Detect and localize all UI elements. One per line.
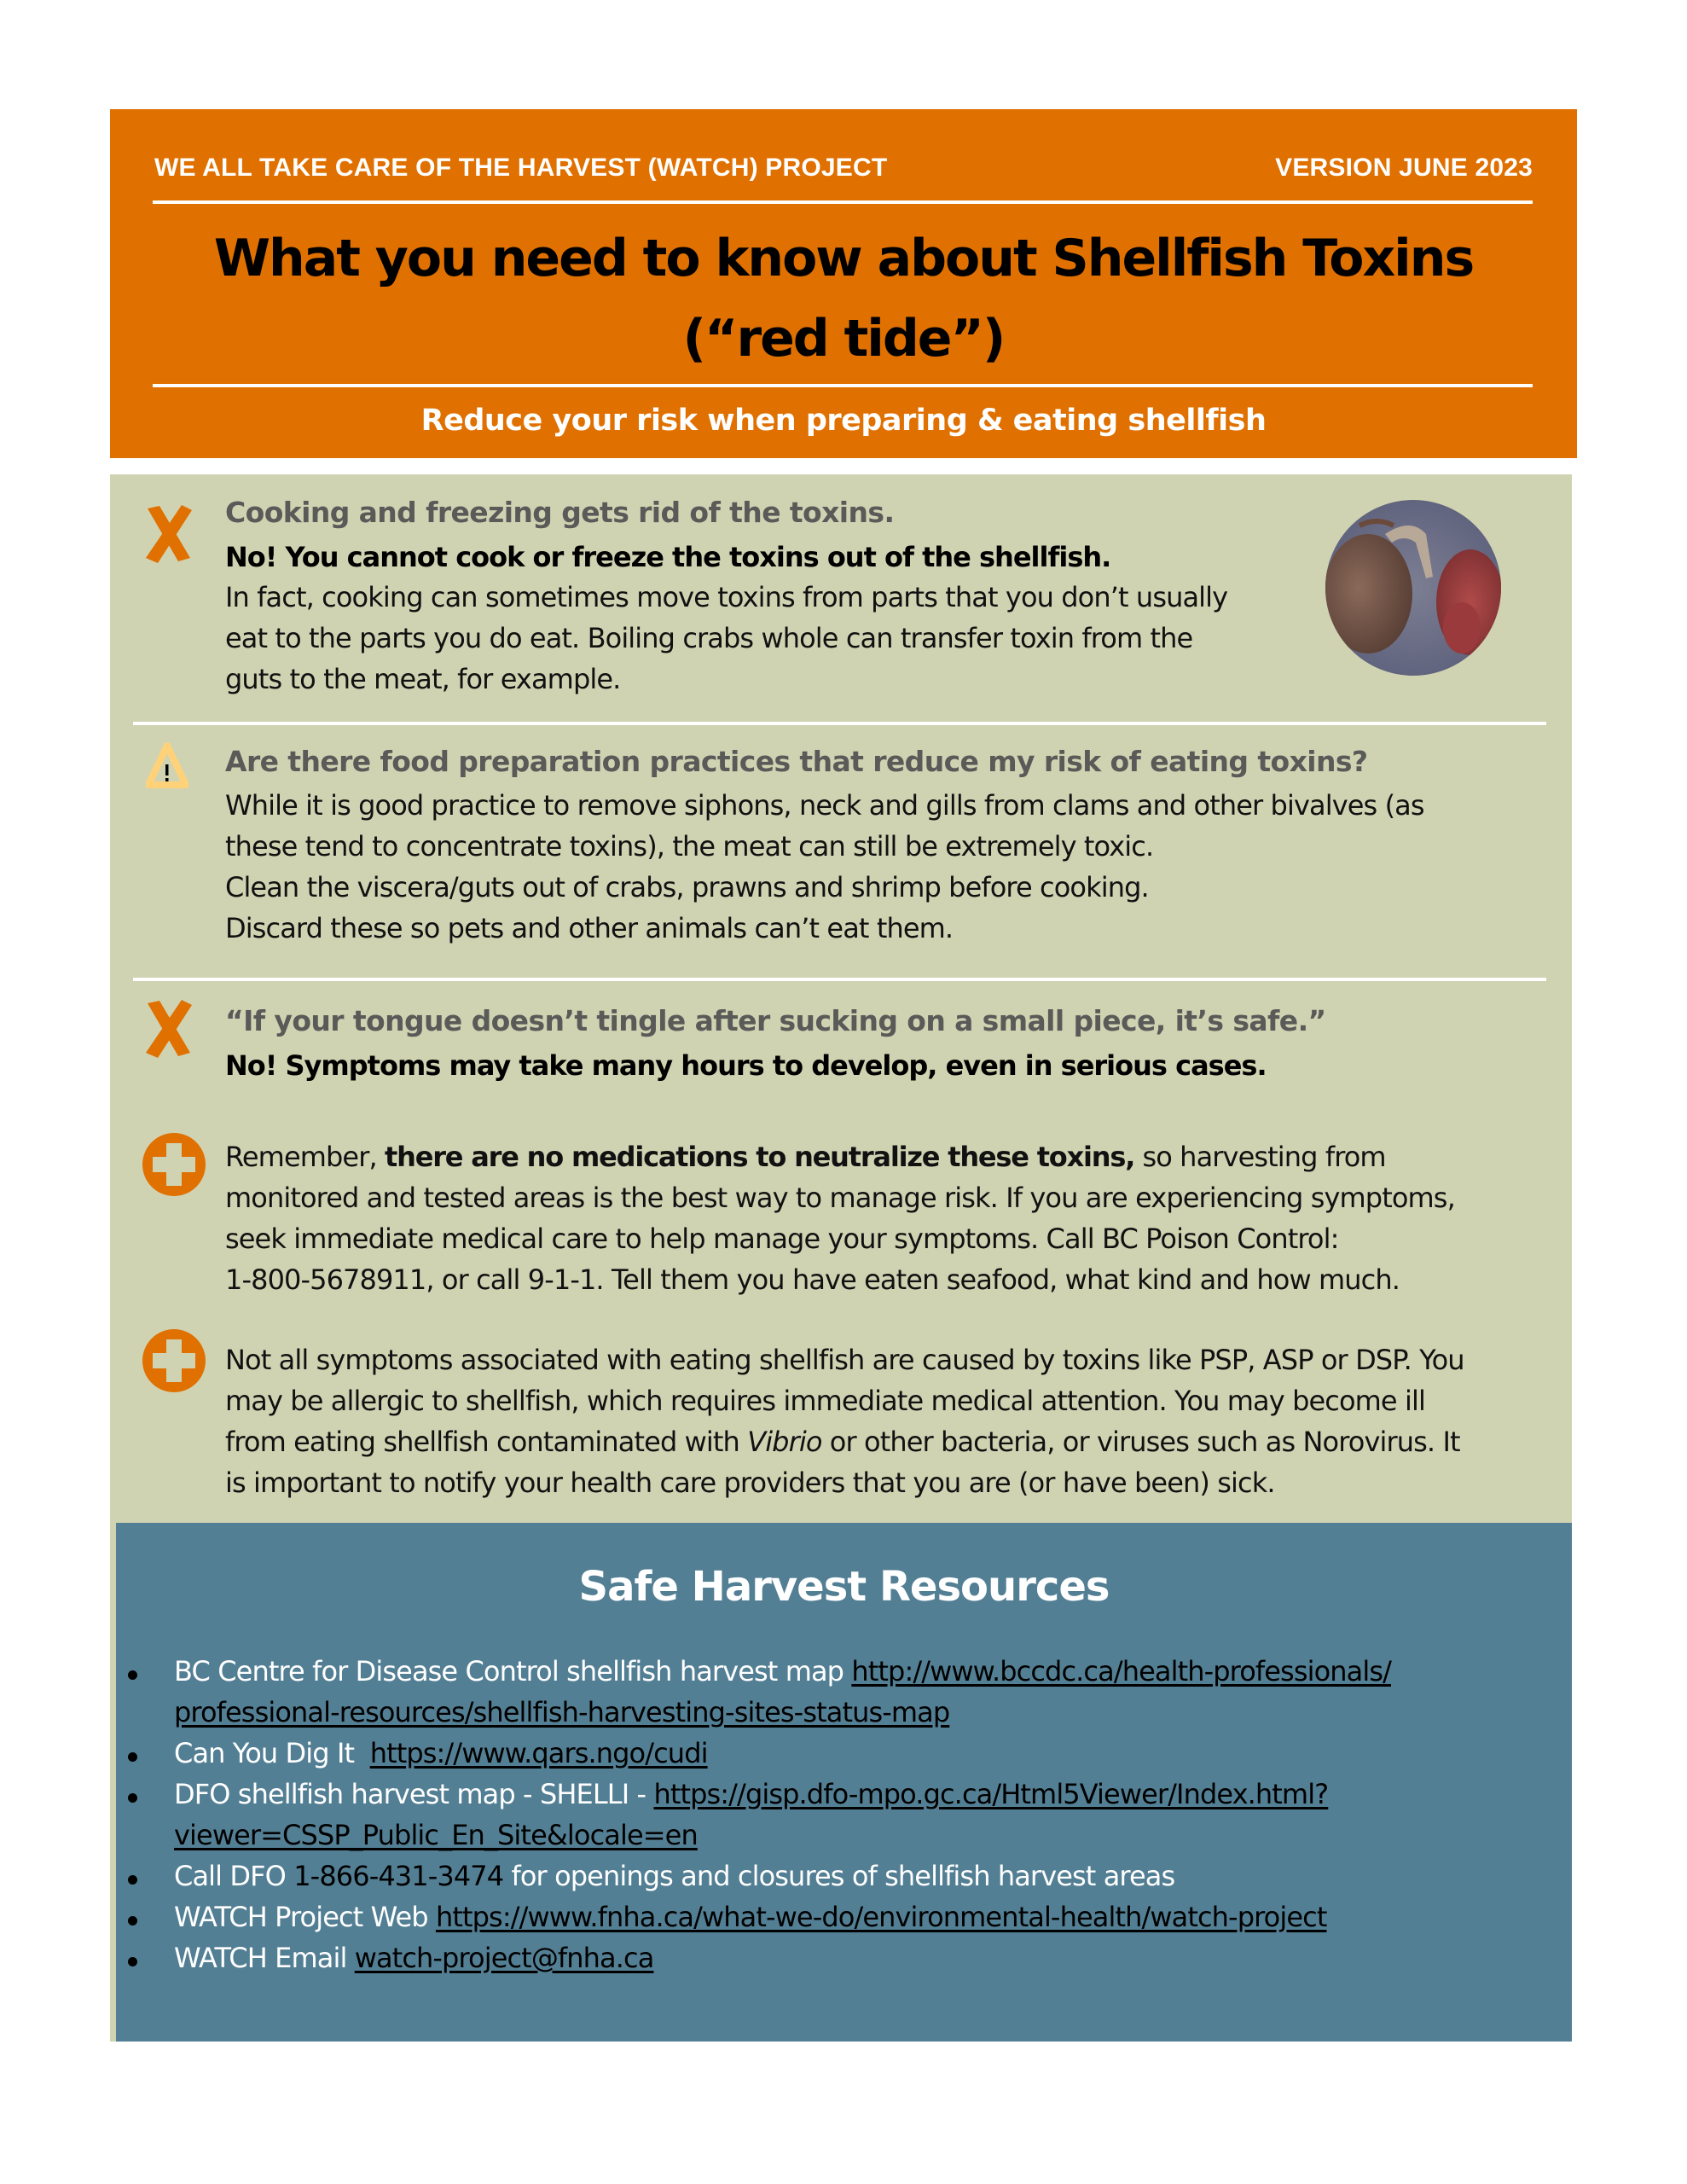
text-prefix: from eating shellfish contaminated with — [225, 1426, 748, 1458]
resource-line — [174, 1896, 1326, 1937]
body-text-line: monitored and tested areas is the best way to manage risk. If you are experiencing symptoms, — [225, 1182, 1455, 1214]
bullet-icon — [128, 1916, 137, 1926]
myth-question: Cooking and freezing gets rid of the toxins. — [225, 496, 895, 529]
italic-term: Vibrio — [747, 1426, 822, 1458]
body-text-line — [225, 1421, 1460, 1462]
text-suffix: so harvesting from — [1134, 1141, 1386, 1173]
resource-line — [174, 1651, 1391, 1692]
shelli-link[interactable]: viewer=CSSP_Public_En_Site&locale=en — [174, 1819, 698, 1851]
resource-label: WATCH Email — [174, 1942, 355, 1974]
body-text-line: guts to the meat, for example. — [225, 663, 621, 695]
header-top-row — [154, 147, 1533, 189]
resource-line — [174, 1692, 949, 1733]
resource-label: WATCH Project Web — [174, 1901, 436, 1933]
body-text-line: 1-800-5678911, or call 9-1-1. Tell them you have eaten seafood, what kind and how much. — [225, 1263, 1400, 1296]
myth-question: “If your tongue doesn’t tingle after sucking on a small piece, it’s safe.” — [225, 1004, 1326, 1037]
bullet-icon — [128, 1752, 137, 1762]
myth-section-tongue — [110, 981, 1572, 1101]
body-text-line: In fact, cooking can sometimes move toxins from parts that you don’t usually — [225, 581, 1228, 613]
preparation-section — [110, 725, 1572, 981]
header-banner — [110, 109, 1577, 458]
x-mark-icon — [142, 503, 195, 565]
page-title — [127, 218, 1560, 379]
body-text-line: Not all symptoms associated with eating shellfish are caused by toxins like PSP, ASP or DSP. You — [225, 1344, 1464, 1376]
body-text-line: seek immediate medical care to help manage your symptoms. Call BC Poison Control: — [225, 1223, 1339, 1255]
resources-section — [116, 1523, 1572, 2042]
myth-answer: No! Symptoms may take many hours to develop, even in serious cases. — [225, 1049, 1267, 1082]
version-label: VERSION JUNE 2023 — [1275, 154, 1533, 182]
page-title-line-2: (“red tide”) — [682, 309, 1005, 369]
shelli-link[interactable]: https://gisp.dfo-mpo.gc.ca/Html5Viewer/Index.html? — [653, 1778, 1329, 1810]
myth-section-cooking — [110, 474, 1572, 722]
header-divider — [153, 384, 1533, 387]
bullet-icon — [128, 1670, 137, 1680]
resource-label-suffix: for openings and closures of shellfish harvest areas — [503, 1860, 1175, 1892]
bullet-icon — [128, 1793, 137, 1803]
myth-answer: No! You cannot cook or freeze the toxins out of the shellfish. — [225, 541, 1111, 573]
cudi-link[interactable]: https://www.qars.ngo/cudi — [369, 1737, 708, 1769]
body-text-line — [225, 1136, 1386, 1177]
bccdc-link[interactable]: http://www.bccdc.ca/health-professionals/ — [851, 1655, 1391, 1687]
bullet-icon — [128, 1957, 137, 1966]
bccdc-link[interactable]: professional-resources/shellfish-harvesting-sites-status-map — [174, 1696, 950, 1728]
body-text-line: Clean the viscera/guts out of crabs, prawns and shrimp before cooking. — [225, 871, 1149, 903]
watch-email-link[interactable]: watch-project@fnha.ca — [354, 1942, 654, 1974]
resource-line — [174, 1815, 698, 1856]
resource-label: BC Centre for Disease Control shellfish harvest map — [174, 1655, 852, 1687]
body-text-line: is important to notify your health care providers that you are (or have been) sick. — [225, 1467, 1275, 1499]
resource-line — [174, 1774, 1328, 1815]
watch-project-link[interactable]: https://www.fnha.ca/what-we-do/environmental-health/watch-project — [435, 1901, 1327, 1933]
other-causes-section — [110, 1327, 1572, 1515]
dfo-phone-number[interactable]: 1-866-431-3474 — [293, 1860, 504, 1892]
medical-plus-icon — [141, 1327, 207, 1394]
body-text-line: Discard these so pets and other animals can’t eat them. — [225, 912, 954, 944]
page-title-line-1: What you need to know about Shellfish Toxins — [213, 229, 1474, 288]
resource-label: Call DFO — [174, 1860, 294, 1892]
text-prefix: Remember, — [225, 1141, 386, 1173]
warning-icon — [146, 742, 188, 788]
info-panel — [110, 474, 1572, 1524]
page-subtitle: Reduce your risk when preparing & eating shellfish — [420, 404, 1267, 438]
body-text-line: these tend to concentrate toxins), the meat can still be extremely toxic. — [225, 830, 1154, 863]
resource-line — [174, 1733, 708, 1774]
crab-photo — [1325, 500, 1501, 676]
body-text-line: may be allergic to shellfish, which requires immediate medical attention. You may become ill — [225, 1385, 1425, 1417]
panel-edge-strip — [110, 1523, 116, 2042]
emphasis-text: there are no medications to neutralize these toxins, — [385, 1141, 1135, 1173]
resource-line — [174, 1937, 653, 1978]
x-mark-icon — [142, 998, 195, 1060]
project-name: WE ALL TAKE CARE OF THE HARVEST (WATCH) PROJECT — [154, 154, 888, 182]
header-divider — [153, 200, 1533, 204]
body-text-line: eat to the parts you do eat. Boiling crabs whole can transfer toxin from the — [225, 622, 1193, 654]
medical-plus-icon — [141, 1131, 207, 1198]
resources-title: Safe Harvest Resources — [578, 1563, 1110, 1611]
resource-line — [174, 1856, 1174, 1896]
resource-label: DFO shellfish harvest map - SHELLI - — [174, 1778, 654, 1810]
preparation-question: Are there food preparation practices that reduce my risk of eating toxins? — [225, 745, 1368, 778]
body-text-line: While it is good practice to remove siphons, neck and gills from clams and other bivalves (as — [225, 789, 1424, 822]
resource-label: Can You Dig It — [174, 1737, 370, 1769]
medication-section — [110, 1123, 1572, 1296]
bullet-icon — [128, 1875, 137, 1885]
text-suffix: or other bacteria, or viruses such as Norovirus. It — [821, 1426, 1460, 1458]
